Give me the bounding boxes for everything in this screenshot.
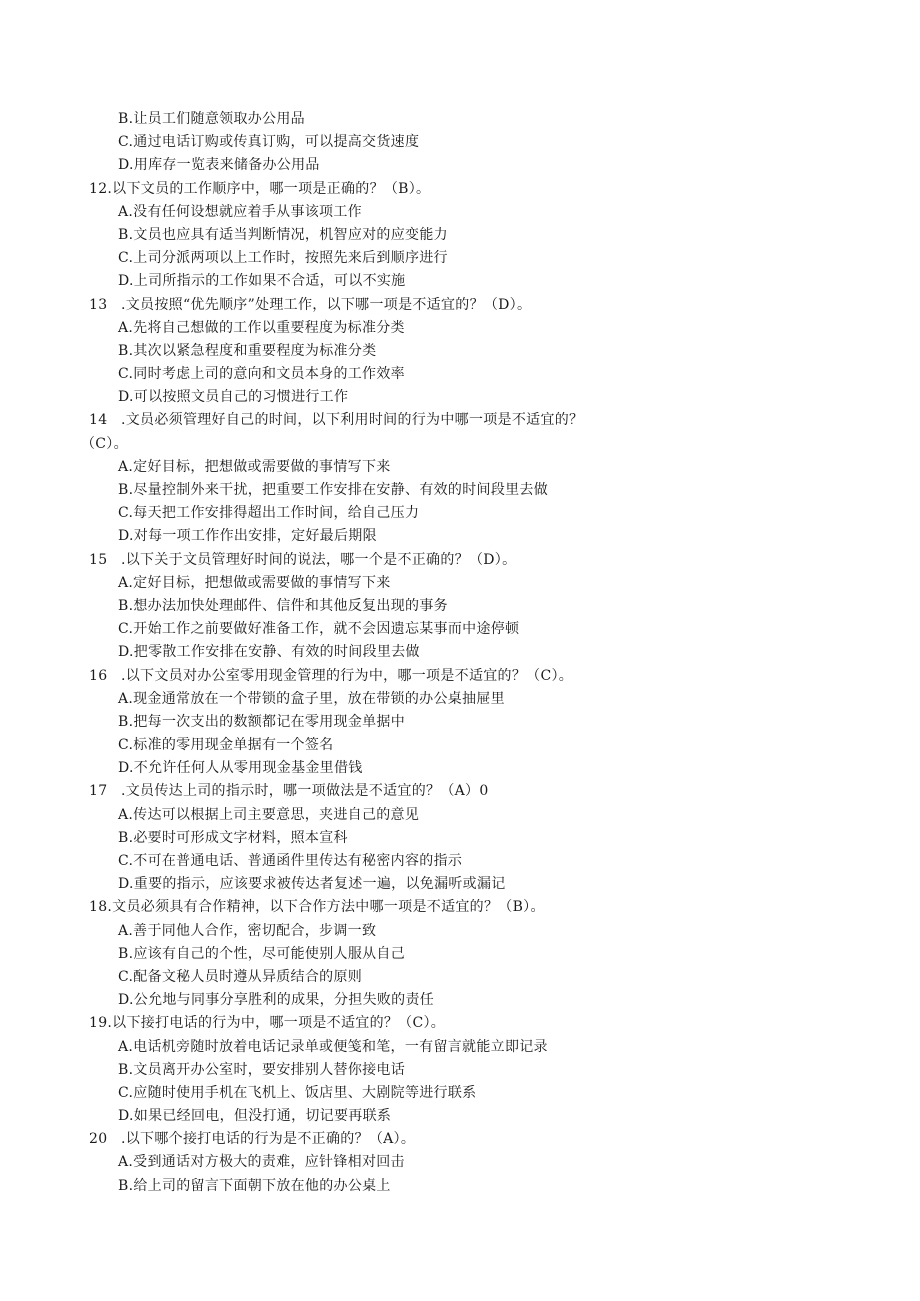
answer-option: D.对每一项工作作出安排，定好最后期限 (118, 528, 377, 545)
answer-option: D.不允许任何人从零用现金基金里借钱 (118, 760, 363, 777)
question-stem (0, 178, 920, 201)
answer-option: C.同时考虑上司的意向和文员本身的工作效率 (118, 366, 405, 383)
answer-option: A.传达可以根据上司主要意思，夹进自己的意见 (118, 806, 420, 823)
question-continuation: （C）。 (81, 435, 128, 452)
answer-option: B.必要时可形成文字材料，照本宣科 (118, 829, 348, 846)
question-number: 20 (89, 1131, 108, 1148)
question-text: .以下文员对办公室零用现金管理的行为中，哪一项是不适宜的？（C）。 (121, 667, 574, 684)
answer-option: C.开始工作之前要做好准备工作，就不会因遗忘某事而中途停顿 (118, 621, 520, 638)
question-text: .文员必须管理好自己的时间，以下利用时间的行为中哪一项是不适宜的？ (121, 412, 584, 429)
answer-option: D.把零散工作安排在安静、有效的时间段里去做 (118, 644, 420, 661)
answer-option: D.用库存一览表来储备办公用品 (118, 157, 320, 174)
question-stem (0, 1012, 920, 1035)
question-number: 19. (89, 1015, 113, 1032)
answer-option: B.其次以紧急程度和重要程度为标准分类 (118, 342, 377, 359)
answer-option: B.把每一次支出的数额都记在零用现金单据中 (118, 713, 406, 730)
question-stem (0, 409, 920, 432)
question-number: 16 (89, 667, 108, 684)
answer-option: A.现金通常放在一个带锁的盒子里，放在带锁的办公桌抽屉里 (118, 690, 505, 707)
question-text: 以下接打电话的行为中，哪一项是不适宜的？（C）。 (112, 1015, 446, 1032)
answer-option: A.电话机旁随时放着电话记录单或便笺和笔，一有留言就能立即记录 (118, 1038, 548, 1055)
answer-option: C.每天把工作安排得超出工作时间，给自己压力 (118, 505, 420, 522)
question-number: 14 (89, 412, 108, 429)
answer-option: C.上司分派两项以上工作时，按照先来后到顺序进行 (118, 250, 448, 267)
question-number: 18. (89, 899, 113, 916)
answer-option: C.配备文秘人员时遵从异质结合的原则 (118, 968, 363, 985)
question-text: 以下文员的工作顺序中，哪一项是正确的？（B）。 (112, 180, 431, 197)
answer-option: A.没有任何设想就应着手从事该项工作 (118, 203, 362, 220)
answer-option: C.应随时使用手机在飞机上、饭店里、大剧院等进行联系 (118, 1084, 477, 1101)
answer-option: A.受到通话对方极大的责难，应针锋相对回击 (118, 1154, 405, 1171)
question-stem (0, 665, 920, 688)
answer-option: D.重要的指示，应该要求被传达者复述一遍，以免漏听或漏记 (118, 876, 506, 893)
answer-option: B.给上司的留言下面朝下放在他的办公桌上 (118, 1177, 391, 1194)
answer-option: C.通过电话订购或传真订购，可以提高交货速度 (118, 134, 420, 151)
answer-option: B.应该有自己的个性，尽可能使别人服从自己 (118, 945, 406, 962)
answer-option: B.文员也应具有适当判断情况，机智应对的应变能力 (118, 226, 448, 243)
question-text: .以下关于文员管理好时间的说法，哪一个是不正确的？（D）。 (121, 551, 517, 568)
question-stem (0, 896, 920, 919)
answer-option: A.先将自己想做的工作以重要程度为标准分类 (118, 319, 405, 336)
question-text: .以下哪个接打电话的行为是不正确的？（A）。 (121, 1131, 416, 1148)
question-number: 13 (89, 296, 108, 313)
question-text: 文员必须具有合作精神，以下合作方法中哪一项是不适宜的？（B）。 (112, 899, 545, 916)
answer-option: A.善于同他人合作，密切配合，步调一致 (118, 922, 377, 939)
exam-page (0, 108, 920, 1198)
question-text: .文员按照“优先顺序”处理工作，以下哪一项是不适宜的？（D）。 (121, 296, 532, 313)
answer-option: A.定好目标，把想做或需要做的事情写下来 (118, 574, 391, 591)
answer-option: C.标准的零用现金单据有一个签名 (118, 737, 334, 754)
question-number: 17 (89, 783, 108, 800)
answer-option: D.可以按照文员自己的习惯进行工作 (118, 389, 349, 406)
answer-option: B.尽量控制外来干扰，把重要工作安排在安静、有效的时间段里去做 (118, 482, 549, 498)
question-text: .文员传达上司的指示时，哪一项做法是不适宜的？（A）0 (121, 783, 489, 800)
question-stem (0, 549, 920, 572)
answer-option: D.如果已经回电，但没打通，切记要再联系 (118, 1108, 392, 1125)
answer-option: C.不可在普通电话、普通函件里传达有秘密内容的指示 (118, 853, 463, 869)
answer-option: D.上司所指示的工作如果不合适，可以不实施 (118, 273, 406, 290)
answer-option: B.想办法加快处理邮件、信件和其他反复出现的事务 (118, 597, 448, 614)
answer-option: B.文员离开办公室时，要安排别人替你接电话 (118, 1061, 406, 1078)
question-number: 15 (89, 551, 108, 568)
question-stem (0, 780, 920, 803)
question-stem (0, 1128, 920, 1151)
answer-option: A.定好目标，把想做或需要做的事情写下来 (118, 458, 391, 475)
answer-option: B.让员工们随意领取办公用品 (118, 111, 305, 127)
answer-option: D.公允地与同事分享胜利的成果，分担失败的责任 (118, 992, 435, 1009)
question-stem (0, 294, 920, 317)
question-number: 12. (89, 180, 113, 197)
